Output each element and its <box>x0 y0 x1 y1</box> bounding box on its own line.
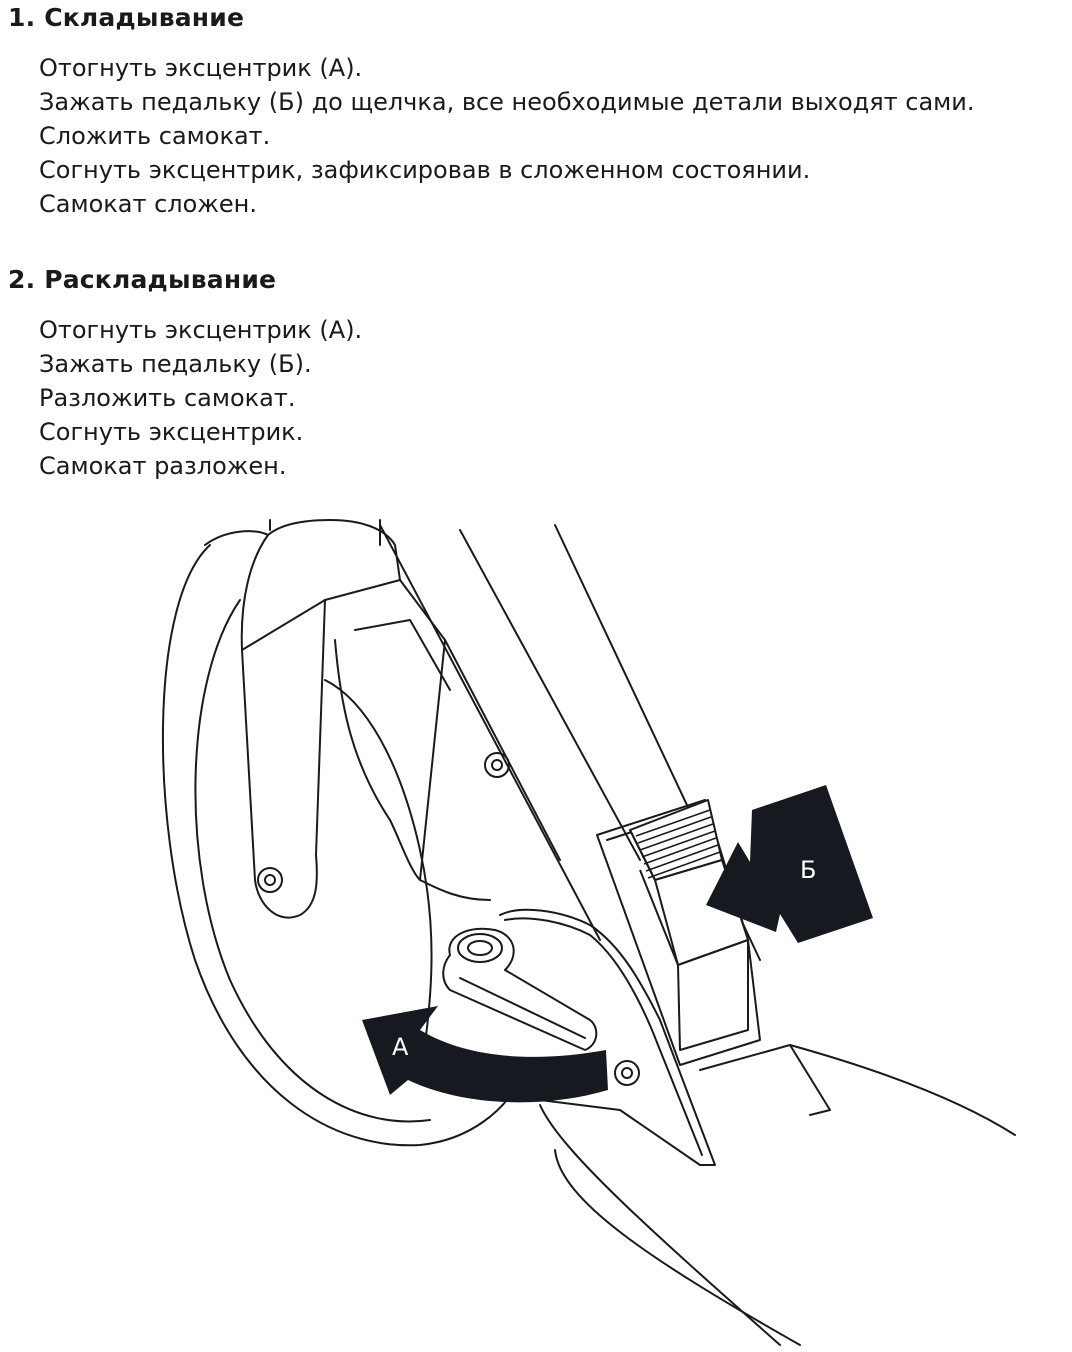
step-item: Согнуть эксцентрик. <box>39 418 304 446</box>
section-title-folding: 1. Складывание <box>8 3 245 32</box>
label-a: А <box>392 1033 409 1061</box>
bolt <box>615 1061 639 1085</box>
step-item: Согнуть эксцентрик, зафиксировав в сложенном состоянии. <box>39 156 811 184</box>
step-item: Сложить самокат. <box>39 122 271 150</box>
label-b: Б <box>800 856 817 884</box>
step-item: Самокат разложен. <box>39 452 287 480</box>
fork-left <box>242 535 325 918</box>
steps-list-unfolding <box>39 313 362 483</box>
pedal-b <box>630 800 748 1050</box>
deck-lower <box>555 1150 800 1345</box>
bolt <box>485 753 509 777</box>
steps-list-folding <box>39 51 975 221</box>
step-item: Зажать педальку (Б). <box>39 350 312 378</box>
step-item: Зажать педальку (Б) до щелчка, все необходимые детали выходят сами. <box>39 88 975 116</box>
bolt <box>258 868 282 892</box>
stem-line <box>460 530 640 860</box>
fork-right <box>335 640 490 900</box>
scooter-fold-mechanism-illustration <box>0 500 1072 1352</box>
stem-line <box>380 525 600 940</box>
step-item: Самокат сложен. <box>39 190 257 218</box>
step-item: Отогнуть эксцентрик (А). <box>39 316 363 344</box>
step-item: Разложить самокат. <box>39 384 296 412</box>
step-item: Отогнуть эксцентрик (А). <box>39 54 363 82</box>
section-title-unfolding: 2. Раскладывание <box>8 265 277 294</box>
deck-edge <box>790 1045 1015 1135</box>
